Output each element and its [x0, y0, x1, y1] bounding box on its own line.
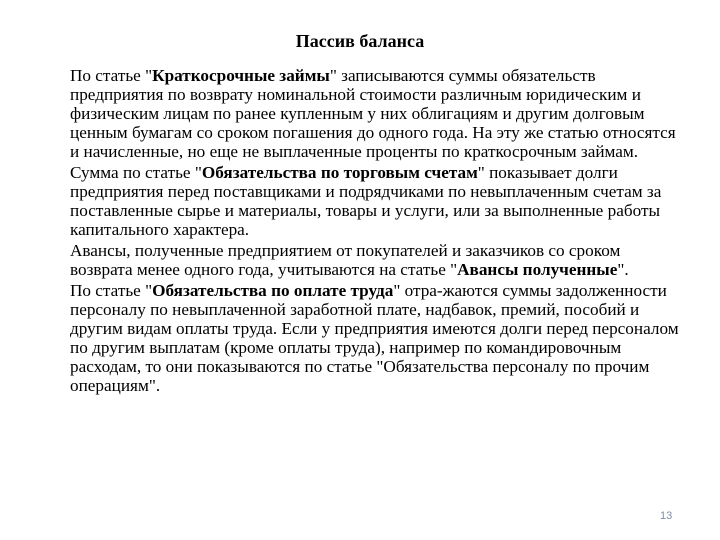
paragraph-text: По статье " — [70, 66, 153, 85]
term-payroll-obligations: Обязательства по оплате труда — [152, 280, 394, 300]
paragraph-text: " отра-жаются суммы задолженности персоналу по невыплаченной заработной плате, надбавок, премий, пособий и другим видам оплаты труда. Если у предприятия имеются долги перед персоналом по другим выплатам (кроме оплаты труда), например по командировочным расходам, то они показываются по статье "Обязательства персоналу по прочим операциям". — [70, 280, 679, 395]
paragraph-text: " записываются суммы обязательств предприятия по возврату номинальной стоимости различным юридическим и физическим лицам по ранее купленным у них облигациям и другим долговым ценным бумагам со сроком погашения до одного года. На эту же статью относятся и начисленные, но еще не выплаченные проценты по краткосрочным займам. — [70, 66, 676, 162]
term-advances-received: Авансы полученные — [457, 259, 618, 279]
paragraph-text: ". — [617, 259, 629, 279]
term-trade-payables: Обязательства по торговым счетам — [201, 162, 478, 182]
paragraph-text: Авансы, полученные предприятием от покупателей и заказчиков со сроком возврата менее одного года, учитываются на статье " — [70, 240, 621, 279]
paragraph-text: " показывает долги предприятия перед поставщиками и подрядчиками по невыплаченным счетам за поставленные сырье и материалы, товары и услуги, или за выполненные работы капитального характера. — [70, 162, 662, 240]
paragraph-payroll-obligations — [70, 281, 680, 396]
body-text — [70, 66, 680, 397]
paragraph-trade-payables — [70, 163, 680, 239]
paragraph-text: По статье " — [70, 280, 153, 300]
term-short-term-loans: Краткосрочные займы — [152, 66, 330, 85]
page-title: Пассив баланса — [295, 31, 425, 51]
paragraph-text: Сумма по статье " — [70, 162, 202, 182]
paragraph-advances-received — [70, 241, 680, 279]
page-number: 13 — [660, 510, 673, 522]
paragraph-short-term-loans — [70, 66, 680, 161]
